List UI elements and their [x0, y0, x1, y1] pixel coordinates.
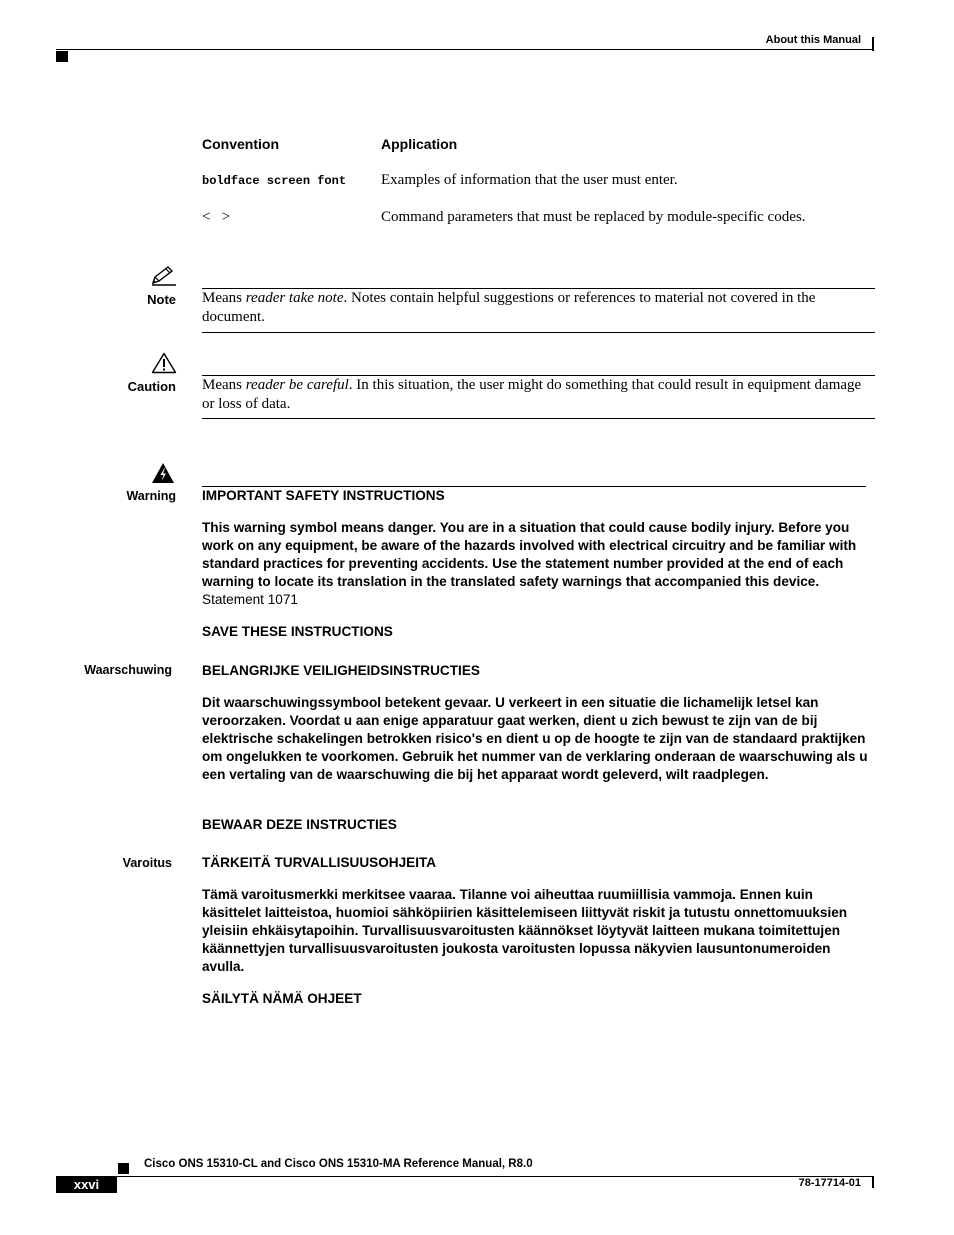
running-header-title: About this Manual [765, 34, 861, 46]
caution-body: . In this situation, the user might do something that could result in equipment damage or loss of data. [202, 377, 862, 412]
header-marker [56, 51, 68, 62]
note-text [202, 289, 874, 327]
note-emphasis: reader take note [245, 290, 344, 306]
caution-triangle-icon [151, 352, 177, 374]
caution-emphasis: reader be careful [245, 377, 349, 393]
footer-marker [118, 1163, 129, 1174]
translation-body-finnish: Tämä varoitusmerkki merkitsee vaaraa. Tilanne voi aiheuttaa ruumiillisia vammoja. Ennen kuin käsittelet laitteistoa, huomioi sähköpiirien käsittelemiseen liittyvät riskit ja tutustu onnettomuuksien yleisiin ehkäisytapoihin. Turvallisuusvaroitusten käännökset löytyvät laitteen mukana toimitettujen käännettyjen turvallisuusvaroitusten joukosta varoitusten lopussa näkyvien lausuntonumeroiden avulla. [202, 887, 848, 974]
pencil-note-icon [150, 265, 178, 287]
note-body: . Notes contain helpful suggestions or references to material not covered in the document. [202, 290, 816, 325]
warning-shock-icon [151, 462, 175, 484]
warning-top-rule [202, 486, 866, 487]
footer-manual-title: Cisco ONS 15310-CL and Cisco ONS 15310-MA Reference Manual, R8.0 [144, 1158, 533, 1170]
warning-save-instructions: SAVE THESE INSTRUCTIONS [202, 624, 393, 639]
convention-angle-brackets: < > [202, 209, 231, 225]
translation-save-dutch: BEWAAR DEZE INSTRUCTIES [202, 817, 397, 832]
footer-bar [872, 1176, 874, 1188]
warning-label: Warning [126, 489, 176, 503]
column-header-convention: Convention [202, 136, 279, 152]
convention-boldface-screen-font: boldface screen font [202, 174, 347, 188]
warning-body-text: This warning symbol means danger. You are in a situation that could cause bodily injury. Before you work on any equipment, be aware of the hazards involved with electrical circuitry and be familiar with standard practices for preventing accidents. Use the statement number provided at the end of each warning to locate its translation in the translated safety warnings that accompanied this device. [202, 520, 857, 589]
translation-heading-dutch: BELANGRIJKE VEILIGHEIDSINSTRUCTIES [202, 663, 480, 678]
footer-rule [56, 1176, 874, 1177]
warning-statement-number: Statement 1071 [202, 592, 298, 607]
translation-body-dutch: Dit waarschuwingssymbool betekent gevaar. U verkeert in een situatie die lichamelijk letsel kan veroorzaken. Voordat u aan enige apparatuur gaat werken, dient u zich bewust te zijn van de bij elektrische schakelingen betrokken risico's en dient u op de hoogte te zijn van de standaard praktijken om ongelukken te voorkomen. Gebruik het nummer van de verklaring onderaan de waarschuwing als u een vertaling van de waarschuwing die bij het apparaat wordt geleverd, wilt raadplegen. [202, 695, 868, 782]
column-header-application: Application [381, 136, 458, 152]
caution-bottom-rule [202, 418, 875, 419]
caution-prefix: Means [202, 377, 246, 393]
header-rule [56, 49, 874, 50]
page-number: xxvi [56, 1177, 117, 1193]
caution-text [202, 376, 874, 414]
footer-doc-number: 78-17714-01 [798, 1177, 861, 1189]
warning-body [202, 519, 870, 609]
note-label: Note [147, 292, 176, 307]
note-bottom-rule [202, 332, 875, 333]
translation-save-finnish: SÄILYTÄ NÄMÄ OHJEET [202, 991, 362, 1006]
warning-heading: IMPORTANT SAFETY INSTRUCTIONS [202, 488, 445, 503]
application-text: Command parameters that must be replaced by module-specific codes. [381, 209, 806, 225]
caution-label: Caution [127, 379, 176, 394]
translation-heading-finnish: TÄRKEITÄ TURVALLISUUSOHJEITA [202, 855, 437, 870]
translation-label-dutch: Waarschuwing [84, 663, 172, 677]
application-text: Examples of information that the user must enter. [381, 172, 678, 188]
note-prefix: Means [202, 290, 246, 306]
translation-label-finnish: Varoitus [122, 856, 172, 870]
